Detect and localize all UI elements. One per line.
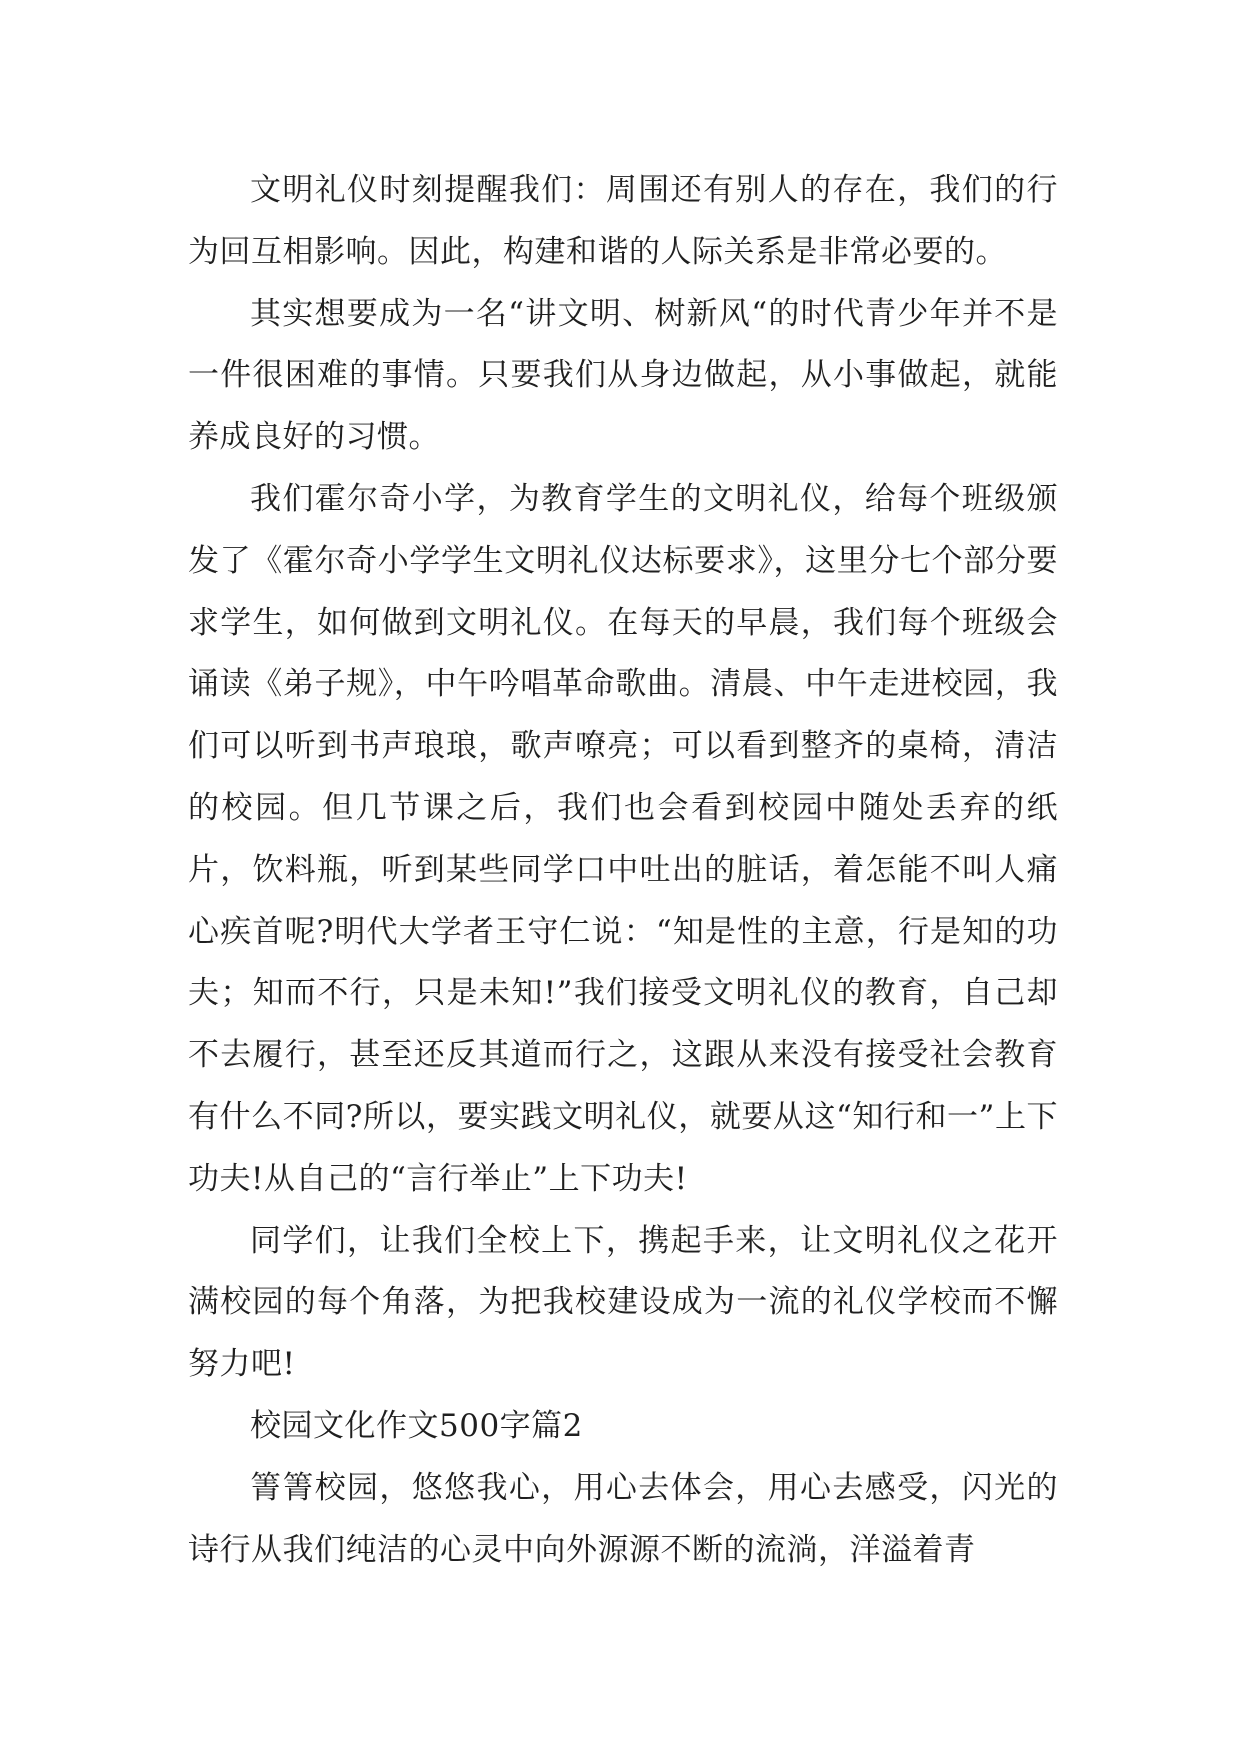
paragraph: 同学们，让我们全校上下，携起手来，让文明礼仪之花开满校园的每个角落，为把我校建设成为一流的礼仪学校而不懈努力吧! — [188, 1222, 1058, 1383]
paragraph: 文明礼仪时刻提醒我们：周围还有别人的存在，我们的行为回互相影响。因此，构建和谐的人际关系是非常必要的。 — [188, 172, 1058, 270]
section-heading: 校园文化作文500字篇2 — [250, 1407, 583, 1444]
paragraph: 我们霍尔奇小学，为教育学生的文明礼仪，给每个班级颁发了《霍尔奇小学学生文明礼仪达标要求》，这里分七个部分要求学生，如何做到文明礼仪。在每天的早晨，我们每个班级会诵读《弟子规》，中午吟唱革命歌曲。清晨、中午走进校园，我们可以听到书声琅琅，歌声嘹亮；可以看到整齐的桌椅，清洁的校园。但几节课之后，我们也会看到校园中随处丢弃的纸片，饮料瓶，听到某些同学口中吐出的脏话，着怎能不叫人痛心疾首呢?明代大学者王守仁说：“知是性的主意，行是知的功夫；知而不行，只是未知!”我们接受文明礼仪的教育，自己却不去履行，甚至还反其道而行之，这跟从来没有接受社会教育有什么不同?所以，要实践文明礼仪，就要从这“知行和一”上下功夫!从自己的“言行举止”上下功夫! — [188, 480, 1058, 1197]
paragraph: 其实想要成为一名“讲文明、树新风“的时代青少年并不是一件很困难的事情。只要我们从身边做起，从小事做起，就能养成良好的习惯。 — [188, 295, 1058, 456]
document-body — [188, 160, 1058, 1581]
paragraph: 箐箐校园，悠悠我心，用心去体会，用心去感受，闪光的诗行从我们纯洁的心灵中向外源源不断的流淌，洋溢着青 — [188, 1469, 1058, 1568]
